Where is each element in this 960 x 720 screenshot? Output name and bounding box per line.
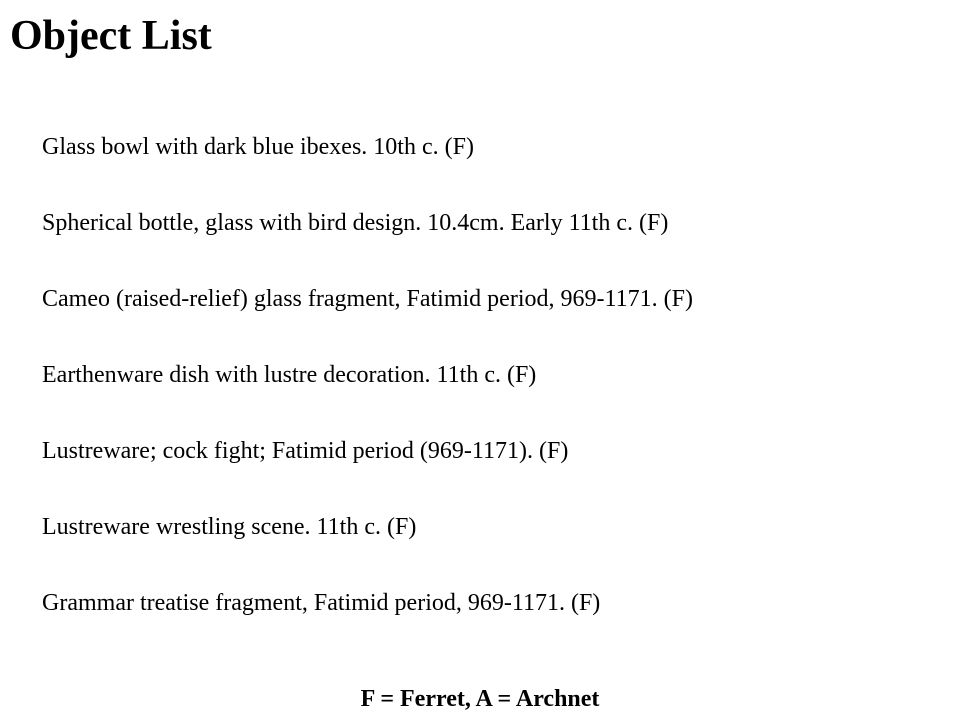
object-list-item: Glass bowl with dark blue ibexes. 10th c. (F) (42, 134, 474, 160)
object-list-item: Spherical bottle, glass with bird design. 10.4cm. Early 11th c. (F) (42, 210, 669, 236)
source-legend: F = Ferret, A = Archnet (360, 686, 600, 712)
object-list-item: Lustreware; cock fight; Fatimid period (969-1171). (F) (42, 438, 569, 464)
object-list-item: Grammar treatise fragment, Fatimid period, 969-1171. (F) (42, 590, 601, 616)
object-list-item: Earthenware dish with lustre decoration. 11th c. (F) (42, 362, 537, 388)
object-list-item: Lustreware wrestling scene. 11th c. (F) (42, 514, 417, 540)
object-list-item: Cameo (raised-relief) glass fragment, Fatimid period, 969-1171. (F) (42, 286, 693, 312)
object-list (42, 128, 693, 622)
slide-title: Object List (10, 13, 212, 59)
